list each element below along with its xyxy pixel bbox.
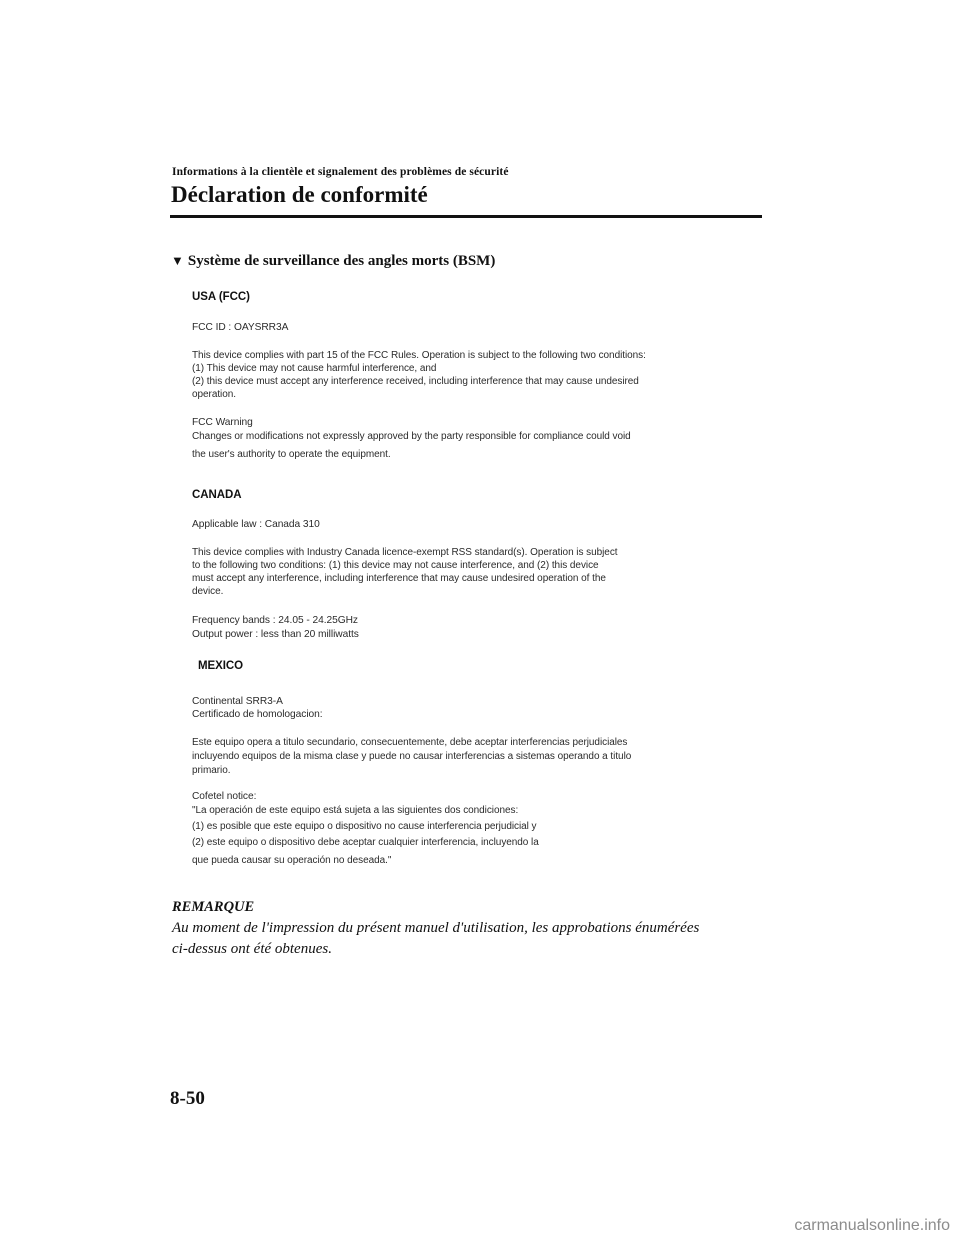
cofetel-line: (2) este equipo o dispositivo debe aceptar cualquier interferencia, incluyendo la: [192, 837, 539, 848]
canada-line: This device complies with Industry Canada licence-exempt RSS standard(s). Operation is subject: [192, 547, 618, 558]
title-divider: [170, 215, 762, 218]
fcc-warning-title: FCC Warning: [192, 417, 253, 428]
mexico-line: primario.: [192, 765, 231, 776]
section-heading-text: Système de surveillance des angles morts (BSM): [187, 253, 496, 269]
canada-heading: CANADA: [192, 489, 242, 501]
mexico-certificate: Certificado de homologacion:: [192, 709, 323, 720]
output-power: Output power : less than 20 milliwatts: [192, 629, 359, 640]
remark-line: Au moment de l'impression du présent manuel d'utilisation, les approbations énumérées: [172, 920, 700, 936]
fcc-id: FCC ID : OAYSRR3A: [192, 322, 289, 333]
remark-text: [172, 918, 772, 960]
cofetel-line: que pueda causar su operación no deseada.": [192, 855, 392, 866]
compliance-scan: [192, 285, 752, 885]
frequency-bands: Frequency bands : 24.05 - 24.25GHz: [192, 615, 358, 626]
mexico-line: Este equipo opera a titulo secundario, consecuentemente, debe aceptar interferencias perjudiciales: [192, 737, 628, 748]
remark-line: ci-dessus ont été obtenues.: [172, 941, 332, 957]
page-number: 8-50: [170, 1088, 205, 1109]
usa-line: (2) this device must accept any interference received, including interference that may cause undesired: [192, 376, 639, 387]
canada-line: to the following two conditions: (1) this device may not cause interference, and (2) this device: [192, 560, 599, 571]
remark-label: REMARQUE: [172, 899, 255, 915]
mexico-model: Continental SRR3-A: [192, 696, 283, 707]
mexico-line: incluyendo equipos de la misma clase y puede no causar interferencias a sistemas operando a titulo: [192, 751, 632, 762]
triangle-down-icon: ▼: [171, 253, 184, 268]
section-header-label: Informations à la clientèle et signalement des problèmes de sécurité: [172, 166, 509, 178]
section-heading: [171, 253, 495, 270]
usa-line: operation.: [192, 389, 236, 400]
fcc-warning-line: Changes or modifications not expressly approved by the party responsible for compliance could void: [192, 431, 631, 442]
canada-line: must accept any interference, including interference that may cause undesired operation of the: [192, 573, 606, 584]
canada-line: device.: [192, 586, 224, 597]
usa-line: This device complies with part 15 of the FCC Rules. Operation is subject to the following two conditions:: [192, 350, 646, 361]
fcc-warning-line: the user's authority to operate the equipment.: [192, 449, 391, 460]
cofetel-title: Cofetel notice:: [192, 791, 257, 802]
cofetel-line: "La operación de este equipo está sujeta a las siguientes dos condiciones:: [192, 805, 519, 816]
usa-heading: USA (FCC): [192, 291, 250, 303]
cofetel-line: (1) es posible que este equipo o dispositivo no cause interferencia perjudicial y: [192, 821, 537, 832]
page-title: Déclaration de conformité: [171, 182, 428, 207]
usa-line: (1) This device may not cause harmful interference, and: [192, 363, 437, 374]
mexico-heading: MEXICO: [198, 660, 244, 672]
canada-law: Applicable law : Canada 310: [192, 519, 320, 530]
site-watermark[interactable]: carmanualsonline.info: [794, 1217, 950, 1234]
